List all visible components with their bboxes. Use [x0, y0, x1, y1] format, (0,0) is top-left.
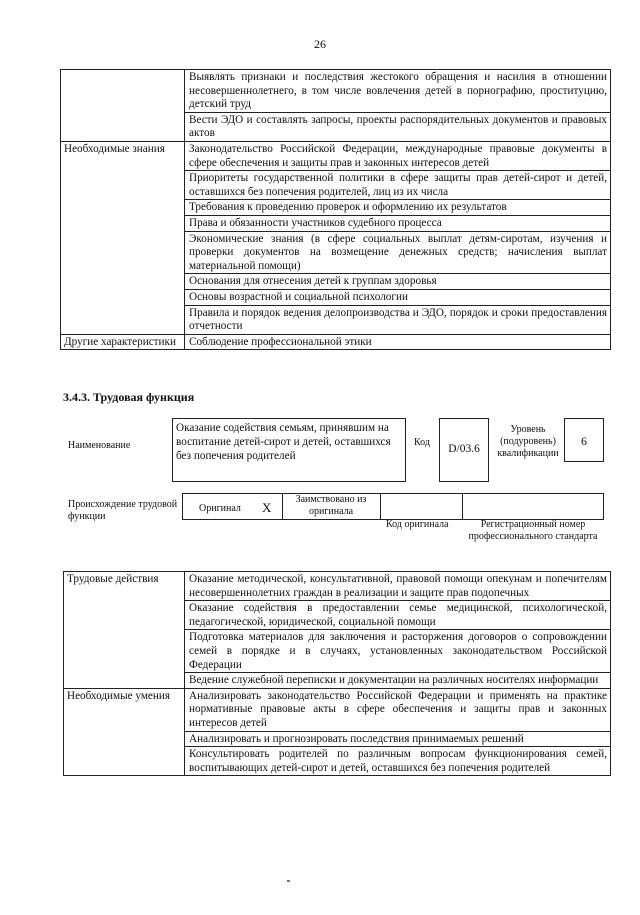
level-box — [564, 418, 604, 462]
table-row — [61, 141, 611, 170]
row-category: Трудовые действия — [64, 572, 185, 689]
table-row — [64, 572, 611, 601]
level-label: Уровень (подуровень) квалификации — [497, 424, 559, 459]
table-row — [61, 334, 611, 350]
borrowed-label: Заимствовано из оригинала — [295, 494, 367, 517]
row-item: Приоритеты государственной политики в сфере защиты прав детей-сирот и детей, оставшихся без попечения родителей, лиц из их числа — [185, 171, 611, 200]
origin-divider-2 — [380, 493, 381, 519]
code-box — [439, 418, 489, 482]
table-row — [64, 688, 611, 731]
name-label: Наименование — [68, 440, 131, 451]
row-item: Оказание методической, консультативной, правовой помощи опекунам и попечителям несовершеннолетних граждан в реализации и защите прав подопечных — [185, 572, 611, 601]
row-item: Законодательство Российской Федерации, международные правовые документы в сфере обеспечения и защиты прав и законных интересов детей — [185, 141, 611, 170]
top-table — [60, 69, 611, 350]
code-value: D/03.6 — [448, 443, 480, 455]
row-item: Анализировать законодательство Российской Федерации и применять на практике нормативные правовые акты в сфере обеспечения и защиты прав и законных интересов детей — [185, 688, 611, 731]
row-category: Необходимые умения — [64, 688, 185, 776]
function-name-box — [172, 418, 406, 482]
row-category — [61, 70, 185, 142]
code-label: Код — [414, 437, 430, 448]
origin-divider-1 — [282, 493, 283, 519]
function-name-value: Оказание содействия семьям, принявшим на воспитание детей-сирот и детей, оставшихся без попечения родителей — [176, 422, 391, 462]
row-item: Основания для отнесения детей к группам здоровья — [185, 274, 611, 290]
origin-label: Происхождение трудовой функции — [68, 499, 178, 522]
code-caption: Код оригинала — [386, 519, 449, 530]
level-value: 6 — [581, 434, 587, 448]
row-item: Консультировать родителей по различным вопросам функционирования семей, воспитывающих детей-сирот и детей, оставшихся без попечения родителей — [185, 747, 611, 776]
row-item: Экономические знания (в сфере социальных выплат детям-сиротам, изучения и проверки документов на возмещение денежных средств; начисления выплат материальной помощи) — [185, 231, 611, 274]
page-number: 26 — [314, 37, 326, 51]
origin-row — [182, 493, 604, 519]
row-item: Правила и порядок ведения делопроизводства и ЭДО, порядок и сроки предоставления отчетности — [185, 305, 611, 334]
row-item: Выявлять признаки и последствия жестокого обращения и насилия в отношении несовершеннолетнего, в том числе вовлечения детей в порнографию, проституцию, детский труд — [185, 70, 611, 113]
row-category: Необходимые знания — [61, 141, 185, 334]
row-category: Другие характеристики — [61, 334, 185, 350]
row-item: Основы возрастной и социальной психологии — [185, 289, 611, 305]
table-row — [61, 70, 611, 113]
section-heading: 3.4.3. Трудовая функция — [63, 390, 195, 404]
scan-speck — [287, 880, 290, 882]
reg-caption: Регистрационный номер профессионального стандарта — [468, 519, 598, 542]
row-item: Оказание содействия в предоставлении семье медицинской, психологической, педагогической, юридической, социальной помощи — [185, 601, 611, 630]
row-item: Вести ЭДО и составлять запросы, проекты распорядительных документов и правовых актов — [185, 112, 611, 141]
row-item: Анализировать и прогнозировать последствия принимаемых решений — [185, 731, 611, 747]
original-mark: X — [262, 500, 272, 515]
row-item: Соблюдение профессиональной этики — [185, 334, 611, 350]
row-item: Ведение служебной переписки и документации на различных носителях информации — [185, 673, 611, 689]
origin-divider-3 — [462, 493, 463, 519]
row-item: Права и обязанности участников судебного процесса — [185, 215, 611, 231]
bottom-table — [63, 571, 611, 776]
row-item: Подготовка материалов для заключения и расторжения договоров о сопровождении семей в порядке и в случаях, установленных законодательством Российской Федерации — [185, 630, 611, 673]
original-label: Оригинал — [199, 503, 241, 514]
row-item: Требования к проведению проверок и оформлению их результатов — [185, 200, 611, 216]
